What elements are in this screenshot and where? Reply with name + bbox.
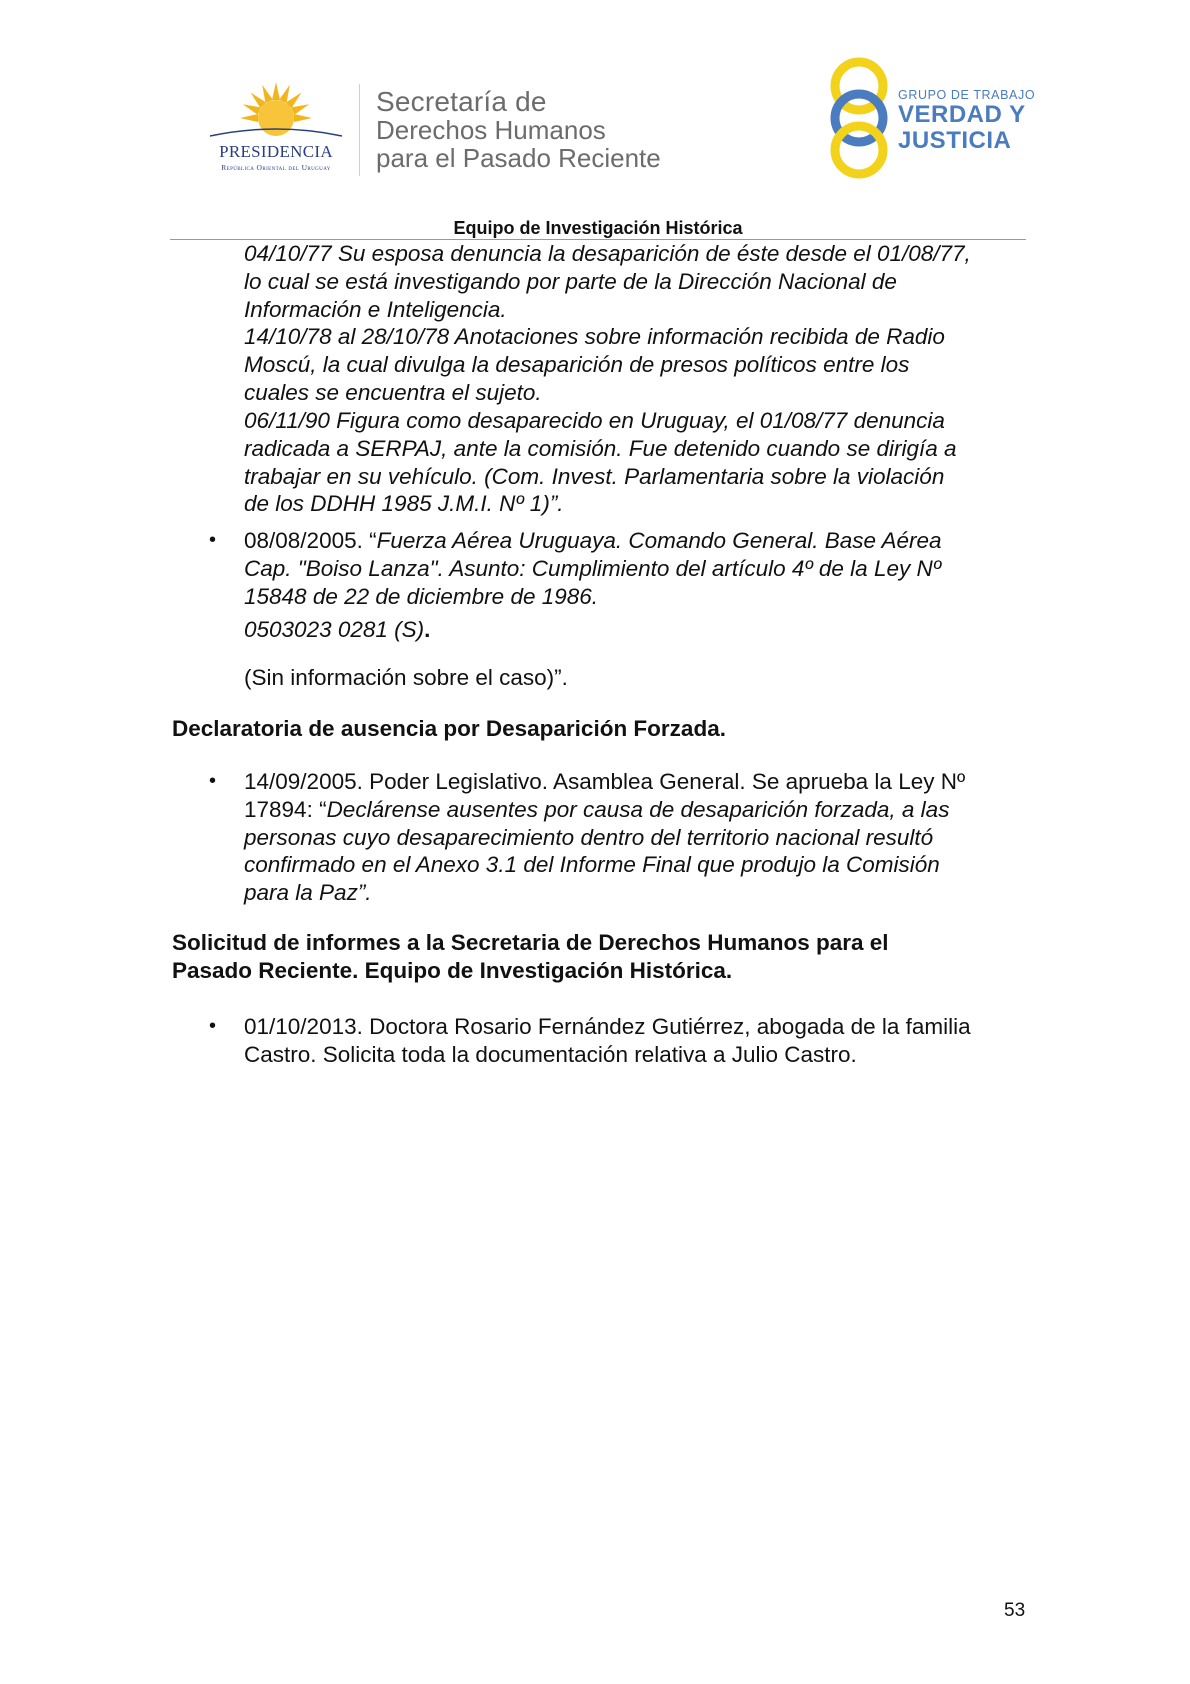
no-information-note: (Sin información sobre el caso)”. (244, 665, 568, 690)
text-line: para la Paz”. (244, 880, 372, 906)
text-line: 14/09/2005. Poder Legislativo. Asamblea General. Se aprueba la Ley Nº (244, 769, 966, 794)
entry-04-10-77 (244, 240, 1024, 323)
vyj-logo-line-1: GRUPO DE TRABAJO (898, 88, 1036, 102)
text-line: de los DDHH 1985 J.M.I. Nº 1)”. (244, 491, 564, 517)
header-divider (359, 84, 360, 176)
vyj-logo-line-2: VERDAD Y (898, 101, 1026, 128)
secretaria-line-2: Derechos Humanos (376, 115, 606, 145)
verdad-justicia-rings-logo (824, 56, 894, 180)
text-line: confirmado en el Anexo 3.1 del Informe Final que produjo la Comisión (244, 852, 940, 878)
text-line: 15848 de 22 de diciembre de 1986. (244, 583, 599, 609)
page-header-title: Equipo de Investigación Histórica (453, 218, 743, 238)
entry-date: 08/08/2005. “ (244, 528, 377, 553)
text-line: 06/11/90 Figura como desaparecido en Uruguay, el 01/08/77 denuncia (244, 408, 945, 433)
text-line: cuales se encuentra el sujeto. (244, 379, 542, 405)
verdad-justicia-logo-text (898, 88, 1035, 154)
document-reference (244, 616, 1024, 644)
reference-code: 0503023 0281 (S) (244, 617, 425, 642)
heading-line: Solicitud de informes a la Secretaria de Derechos Humanos para el (172, 930, 889, 955)
page-number: 53 (1004, 1600, 1026, 1621)
reference-period: . (424, 617, 431, 642)
vyj-logo-line-3: JUSTICIA (898, 127, 1012, 154)
law-number: 17894: “ (244, 796, 327, 822)
text-line: Información e Inteligencia. (244, 296, 507, 322)
text-line: 04/10/77 Su esposa denuncia la desaparición de éste desde el 01/08/77, (244, 241, 971, 266)
section-heading-declaratoria: Declaratoria de ausencia por Desaparición Forzada. (172, 716, 726, 741)
entry-06-11-90 (244, 407, 1024, 518)
secretaria-line-1: Secretaría de (376, 86, 547, 117)
text-italic: Declárense ausentes por causa de desaparición forzada, a las (326, 796, 950, 822)
text-line: Castro. Solicita toda la documentación relativa a Julio Castro. (244, 1041, 857, 1067)
bullet-2: • (209, 770, 217, 792)
presidencia-logo-text: PRESIDENCIA (219, 142, 333, 161)
entry-01-10-2013 (244, 1013, 1024, 1069)
text-line: radicada a SERPAJ, ante la comisión. Fue detenido cuando se dirigía a (244, 435, 957, 461)
entry-14-10-78 (244, 323, 1024, 406)
bullet-3: • (209, 1015, 217, 1037)
presidencia-logo-subtext: República Oriental del Uruguay (221, 163, 331, 172)
bullet-1: • (209, 529, 217, 551)
secretaria-title (376, 88, 661, 172)
text-line (244, 796, 1024, 824)
text-line: lo cual se está investigando por parte de la Dirección Nacional de (244, 268, 897, 294)
text-line: personas cuyo desaparecimiento dentro del territorio nacional resultó (244, 824, 934, 850)
section-heading-solicitud (172, 929, 1024, 985)
text-italic: Fuerza Aérea Uruguaya. Comando General. Base Aérea (376, 528, 942, 553)
text-line: 14/10/78 al 28/10/78 Anotaciones sobre información recibida de Radio (244, 324, 945, 349)
secretaria-line-3: para el Pasado Reciente (376, 143, 661, 173)
entry-08-08-2005 (244, 527, 1024, 610)
text-line: Cap. "Boiso Lanza". Asunto: Cumplimiento del artículo 4º de la Ley Nº (244, 555, 941, 581)
entry-14-09-2005 (244, 768, 1024, 907)
text-line: Moscú, la cual divulga la desaparición de presos políticos entre los (244, 351, 910, 377)
text-line: 01/10/2013. Doctora Rosario Fernández Gutiérrez, abogada de la familia (244, 1014, 971, 1039)
heading-line: Pasado Reciente. Equipo de Investigación Histórica. (172, 957, 733, 983)
text-line: trabajar en su vehículo. (Com. Invest. Parlamentaria sobre la violación (244, 463, 945, 489)
text-line (244, 527, 1024, 555)
